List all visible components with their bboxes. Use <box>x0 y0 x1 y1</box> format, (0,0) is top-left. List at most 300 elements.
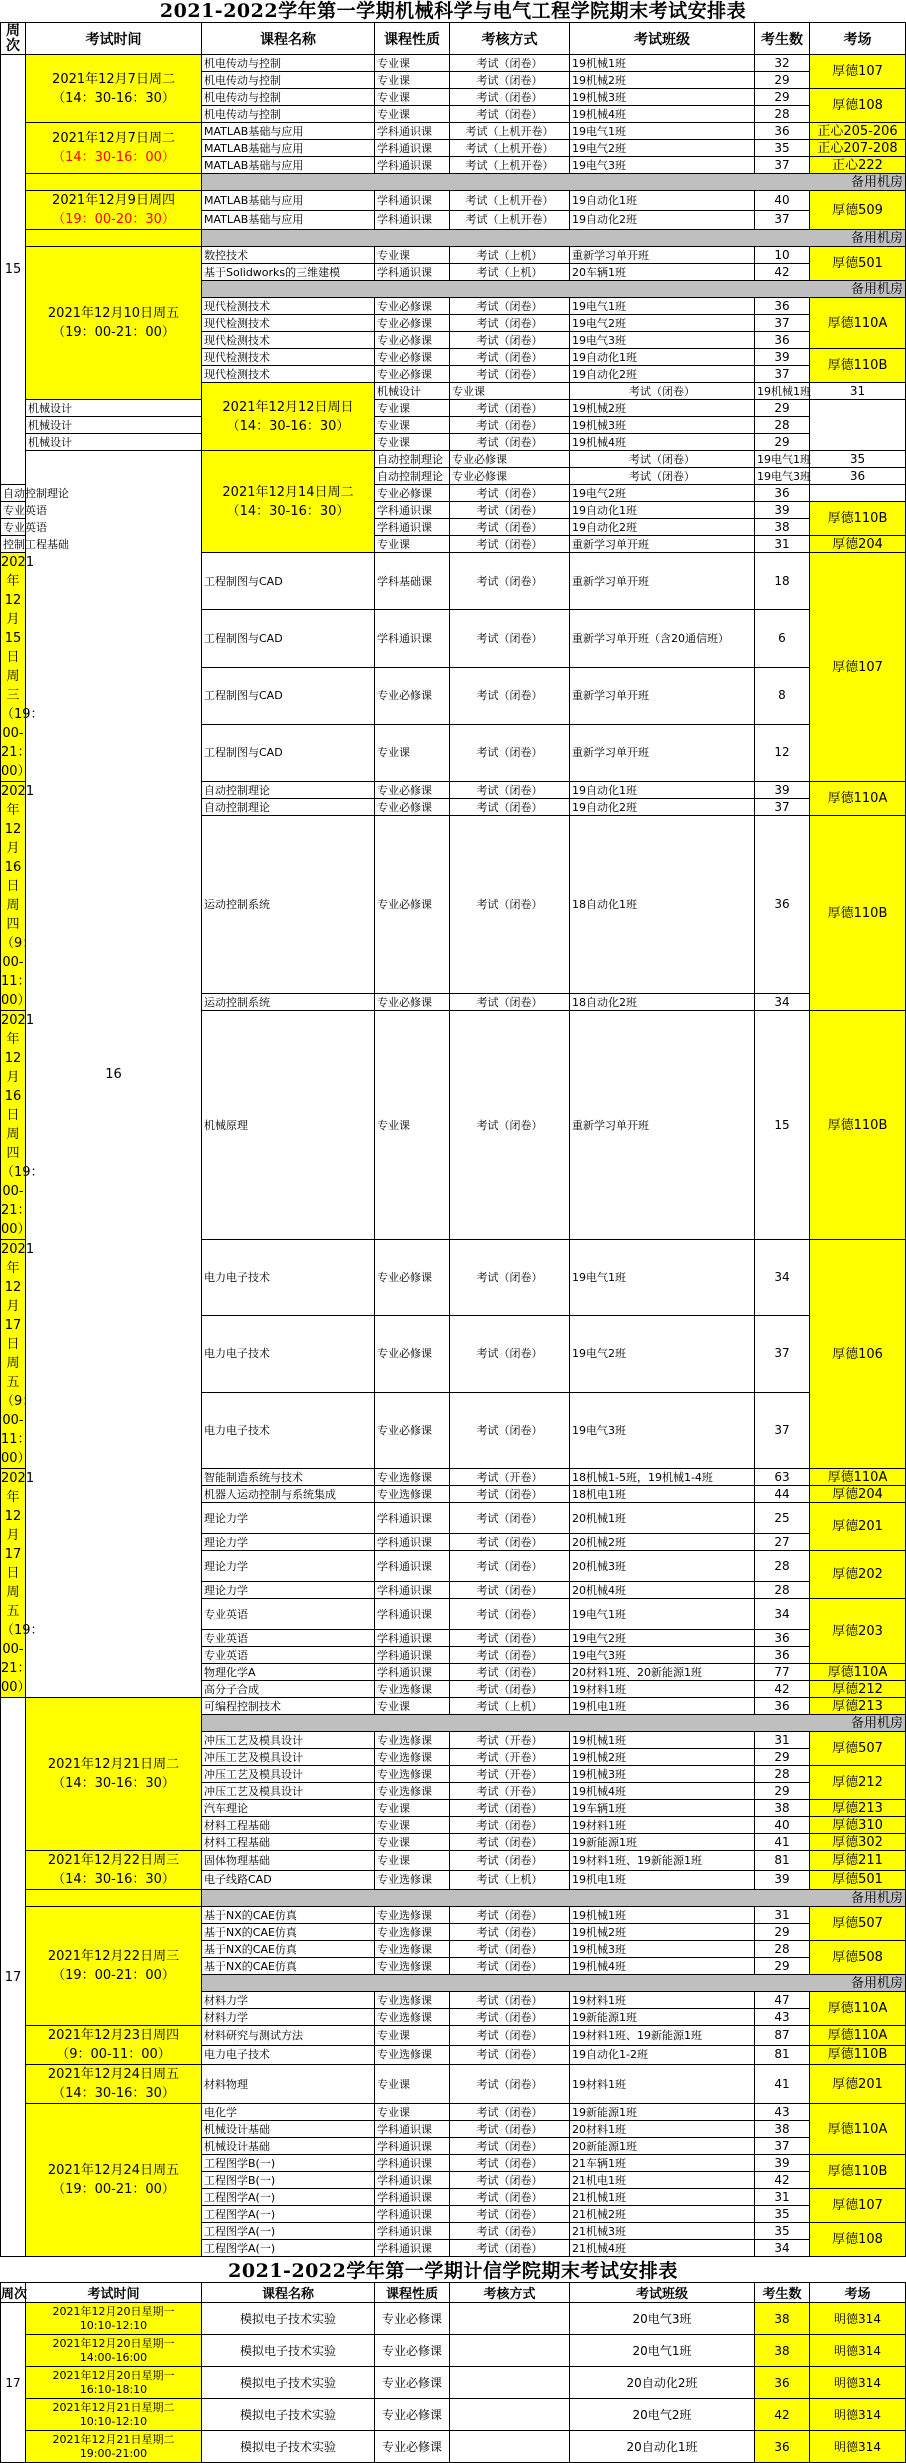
exam-room: 明德314 <box>810 2431 906 2463</box>
time-cell <box>26 2399 202 2431</box>
exam-class: 19电气2班 <box>570 140 755 157</box>
time-cell <box>202 383 375 451</box>
course-name: 电力电子技术 <box>202 1392 375 1468</box>
exam-class: 重新学习单开班 <box>570 553 755 610</box>
course-type: 学科通识课 <box>375 210 450 230</box>
student-count: 38 <box>755 2303 810 2335</box>
course-name: 现代检测技术 <box>202 349 375 366</box>
course-name: 机电传动与控制 <box>202 89 375 106</box>
exam-class: 19自动化1-2班 <box>570 2045 755 2065</box>
exam-method: 考试（闭卷） <box>450 1817 570 1834</box>
course-type: 学科通识课 <box>375 1599 450 1630</box>
student-count: 28 <box>755 1551 810 1582</box>
course-name: 机械设计 <box>375 383 450 400</box>
exam-class: 重新学习单开班 <box>570 667 755 724</box>
student-count: 37 <box>755 366 810 383</box>
course-type: 专业课 <box>450 383 570 400</box>
course-name: 电力电子技术 <box>202 1240 375 1316</box>
time-cell <box>26 2303 202 2335</box>
header-count: 考生数 <box>755 23 810 55</box>
exam-date: 2021年12月7日周二 <box>52 71 175 87</box>
student-count: 36 <box>755 1698 810 1715</box>
exam-method: 考试（闭卷） <box>570 451 755 468</box>
course-type: 专业必修课 <box>450 468 570 485</box>
exam-row <box>1 2026 906 2046</box>
course-name: 电力电子技术 <box>202 1316 375 1392</box>
course-type: 学科通识课 <box>375 2240 450 2257</box>
course-name: 机械设计基础 <box>202 2121 375 2138</box>
exam-date: 2021年12月22日周三 <box>47 1853 180 1868</box>
student-count: 81 <box>755 1851 810 1871</box>
student-count: 29 <box>755 1783 810 1800</box>
course-type: 学科通识课 <box>375 157 450 174</box>
course-type: 专业课 <box>375 1698 450 1715</box>
course-name: 模拟电子技术实验 <box>202 2335 375 2367</box>
course-name: 智能制造系统与技术 <box>202 1469 375 1486</box>
course-name: 模拟电子技术实验 <box>202 2399 375 2431</box>
exam-time: 10:10-12:10 <box>79 2318 148 2332</box>
course-type: 专业课 <box>375 1851 450 1871</box>
exam-class: 20自动化2班 <box>570 2367 755 2399</box>
exam-time: （19：00-21：00） <box>1 1623 44 1695</box>
course-name: 基于NX的CAE仿真 <box>202 1958 375 1975</box>
exam-method: 考试（闭卷） <box>450 332 570 349</box>
exam-method: 考试（闭卷） <box>450 1534 570 1551</box>
exam-method: 考试（闭卷） <box>450 1011 570 1240</box>
exam-method: 考试（开卷） <box>450 1732 570 1749</box>
exam-row <box>1 451 906 468</box>
course-name: 机械设计 <box>26 434 202 451</box>
exam-row <box>1 123 906 140</box>
exam-method: 考试（闭卷） <box>450 1551 570 1582</box>
exam-class: 21车辆1班 <box>570 2155 755 2172</box>
student-count: 36 <box>755 332 810 349</box>
exam-method: 考试（闭卷） <box>450 519 570 536</box>
course-name: 电子线路CAD <box>202 1870 375 1890</box>
exam-class: 19电气3班 <box>570 1392 755 1468</box>
exam-room: 正心205-206 <box>810 123 906 140</box>
exam-class: 19电气3班 <box>570 332 755 349</box>
exam-class: 19机械4班 <box>570 434 755 451</box>
student-count: 35 <box>810 451 906 468</box>
exam-date: 2021年12月17日周五 <box>1 1471 35 1619</box>
exam-method: 考试（闭卷） <box>450 667 570 724</box>
student-count: 34 <box>755 1599 810 1630</box>
exam-class: 19机械4班 <box>570 106 755 123</box>
exam-method: 考试（闭卷） <box>450 366 570 383</box>
student-count: 42 <box>755 2172 810 2189</box>
exam-room: 厚德501 <box>810 247 906 281</box>
exam-method: 考试（闭卷） <box>450 400 570 417</box>
exam-class: 19材料1班、19新能源1班 <box>570 2026 755 2046</box>
course-name: 专业英语 <box>202 1630 375 1647</box>
exam-time: （19：00-21：00） <box>52 1968 175 1983</box>
exam-method: 考试（闭卷） <box>450 2189 570 2206</box>
student-count: 29 <box>755 1924 810 1941</box>
exam-class: 重新学习单开班 <box>570 536 755 553</box>
exam-room: 厚德310 <box>810 1817 906 1834</box>
exam-row <box>1 1907 906 1924</box>
exam-row <box>1 417 906 434</box>
course-name: 机电传动与控制 <box>202 106 375 123</box>
exam-class: 19电气3班 <box>570 157 755 174</box>
course-name: MATLAB基础与应用 <box>202 140 375 157</box>
course-name: 自动控制理论 <box>202 782 375 799</box>
student-count: 41 <box>755 2065 810 2104</box>
exam-method: 考试（闭卷） <box>450 1907 570 1924</box>
student-count: 87 <box>755 2026 810 2046</box>
student-count: 29 <box>755 89 810 106</box>
exam-room: 厚德108 <box>810 2223 906 2257</box>
exam-method: 考试（上机开卷） <box>450 191 570 211</box>
student-count: 32 <box>755 55 810 72</box>
exam-class: 重新学习单开班 <box>570 1011 755 1240</box>
exam-method: 考试（闭卷） <box>450 2223 570 2240</box>
exam-time: （19：00-21：00） <box>1 707 44 779</box>
exam-method: 考试（闭卷） <box>450 1582 570 1599</box>
course-name: 工程图学A(一) <box>202 2240 375 2257</box>
exam-method: 考试（闭卷） <box>450 89 570 106</box>
exam-method: 考试（闭卷） <box>450 434 570 451</box>
exam-time: 10:10-12:10 <box>79 2414 148 2428</box>
exam-method: 考试（闭卷） <box>450 55 570 72</box>
exam-class: 19自动化2班 <box>570 799 755 816</box>
time-cell <box>26 2367 202 2399</box>
course-name: 基于NX的CAE仿真 <box>202 1924 375 1941</box>
exam-class: 19材料1班 <box>570 1681 755 1698</box>
student-count: 31 <box>755 536 810 553</box>
exam-class: 20机械3班 <box>570 1551 755 1582</box>
course-name: 模拟电子技术实验 <box>202 2431 375 2463</box>
student-count: 39 <box>755 1870 810 1890</box>
exam-row <box>1 55 906 72</box>
course-name: 现代检测技术 <box>202 315 375 332</box>
exam-row <box>1 2431 906 2463</box>
exam-class: 18机电1班 <box>570 1486 755 1503</box>
course-type: 专业选修课 <box>375 1941 450 1958</box>
exam-date: 2021年12月16日周四 <box>1 784 35 932</box>
exam-method: 考试（闭卷） <box>450 2026 570 2046</box>
exam-class: 19新能源1班 <box>570 2104 755 2121</box>
exam-row <box>1 2104 906 2121</box>
course-type: 专业选修课 <box>375 1783 450 1800</box>
exam-time: （14：30-16：30） <box>226 418 350 434</box>
exam-time: 14:00-16:00 <box>79 2350 148 2364</box>
exam-method: 考试（上机开卷） <box>450 157 570 174</box>
exam-method: 考试（闭卷） <box>450 2121 570 2138</box>
exam-room: 厚德110A <box>810 782 906 816</box>
course-type: 专业必修课 <box>375 1392 450 1468</box>
exam-room: 厚德110B <box>810 349 906 383</box>
exam-date: 2021年12月21日星期二 <box>52 2432 175 2446</box>
exam-class: 18自动化2班 <box>570 994 755 1011</box>
header-week: 周次 <box>1 23 26 55</box>
course-name: 工程制图与CAD <box>202 667 375 724</box>
exam-class: 18机械1-5班，19机械1-4班 <box>570 1469 755 1486</box>
exam-class: 19电气2班 <box>570 1630 755 1647</box>
student-count: 34 <box>755 994 810 1011</box>
course-name: 机电传动与控制 <box>202 55 375 72</box>
course-type: 专业课 <box>375 400 450 417</box>
course-name: 高分子合成 <box>202 1681 375 1698</box>
student-count: 29 <box>755 1749 810 1766</box>
student-count: 36 <box>755 2367 810 2399</box>
time-cell <box>26 123 202 174</box>
exam-method: 考试（闭卷） <box>450 994 570 1011</box>
exam-room: 正心207-208 <box>810 140 906 157</box>
course-type: 学科通识课 <box>375 191 450 211</box>
student-count: 39 <box>755 349 810 366</box>
course-name: MATLAB基础与应用 <box>202 191 375 211</box>
course-name: 工程图学A(一) <box>202 2223 375 2240</box>
exam-date: 2021年12月24日周五 <box>47 2067 180 2082</box>
header-method: 考核方式 <box>450 2283 570 2303</box>
course-type: 专业必修课 <box>375 782 450 799</box>
course-type: 专业选修课 <box>375 1749 450 1766</box>
student-count: 37 <box>755 1316 810 1392</box>
exam-room: 厚德110B <box>810 1011 906 1240</box>
exam-class: 20材料1班 <box>570 2121 755 2138</box>
exam-room: 厚德110A <box>810 1664 906 1681</box>
header-room: 考场 <box>810 2283 906 2303</box>
course-name: 材料研究与测试方法 <box>202 2026 375 2046</box>
exam-room: 厚德509 <box>810 191 906 230</box>
course-type: 专业课 <box>375 72 450 89</box>
exam-date: 2021年12月16日周四 <box>1 1013 35 1161</box>
exam-time: （14：30-16：30） <box>226 503 350 519</box>
exam-class: 19自动化2班 <box>570 366 755 383</box>
course-name: MATLAB基础与应用 <box>202 157 375 174</box>
exam-method: 考试（闭卷） <box>450 1240 570 1316</box>
exam-method: 考试（闭卷） <box>450 1800 570 1817</box>
student-count: 40 <box>755 1817 810 1834</box>
student-count: 42 <box>755 1681 810 1698</box>
exam-class: 19电气1班 <box>570 1599 755 1630</box>
course-name: 材料力学 <box>202 2009 375 2026</box>
exam-room: 厚德107 <box>810 553 906 782</box>
exam-time: （19：00-20：30） <box>52 212 175 227</box>
time-cell <box>26 2335 202 2367</box>
course-name: 固体物理基础 <box>202 1851 375 1871</box>
exam-class: 19材料1班 <box>570 1992 755 2009</box>
exam-method: 考试（闭卷） <box>450 1924 570 1941</box>
table1-title: 2021-2022学年第一学期机械科学与电气工程学院期末考试安排表 <box>159 0 747 22</box>
exam-method: 考试（上机） <box>450 1698 570 1715</box>
spare-room-row <box>1 174 906 191</box>
spare-room-label: 备用机房 <box>202 281 906 298</box>
exam-room: 厚德110A <box>810 298 906 349</box>
student-count: 28 <box>755 106 810 123</box>
exam-class: 21机械4班 <box>570 2240 755 2257</box>
course-name: 机械设计 <box>26 400 202 417</box>
exam-method: 考试（闭卷） <box>450 782 570 799</box>
student-count: 34 <box>755 2240 810 2257</box>
exam-room: 厚德108 <box>810 89 906 123</box>
exam-time: （14：30-16：30） <box>52 90 175 106</box>
student-count: 31 <box>755 2189 810 2206</box>
course-type: 专业课 <box>375 1817 450 1834</box>
exam-date: 2021年12月23日周四 <box>47 2028 180 2043</box>
course-type: 专业必修课 <box>375 2303 450 2335</box>
exam-room: 明德314 <box>810 2335 906 2367</box>
course-type: 专业课 <box>375 247 450 264</box>
exam-method: 考试（开卷） <box>450 1766 570 1783</box>
exam-room: 厚德110B <box>810 816 906 1011</box>
student-count: 43 <box>755 2104 810 2121</box>
course-name: 可编程控制技术 <box>202 1698 375 1715</box>
exam-class: 19机电1班 <box>570 1698 755 1715</box>
header-week: 周次 <box>1 2283 26 2303</box>
course-name: MATLAB基础与应用 <box>202 210 375 230</box>
course-name: 机械设计 <box>26 417 202 434</box>
exam-class: 19电气1班 <box>570 298 755 315</box>
student-count: 43 <box>755 2009 810 2026</box>
exam-class: 19电气2班 <box>570 315 755 332</box>
exam-room: 厚德213 <box>810 1698 906 1715</box>
course-type: 专业必修课 <box>375 349 450 366</box>
exam-row <box>1 2065 906 2104</box>
exam-method: 考试（闭卷） <box>450 1599 570 1630</box>
exam-class: 19材料1班 <box>570 1817 755 1834</box>
course-type: 学科通识课 <box>375 2121 450 2138</box>
exam-method <box>450 2399 570 2431</box>
time-cell <box>26 1698 202 1851</box>
exam-method: 考试（闭卷） <box>450 485 570 502</box>
header-class: 考试班级 <box>570 23 755 55</box>
exam-time: （19：00-21：00） <box>52 325 175 340</box>
exam-class: 19机械2班 <box>570 72 755 89</box>
exam-room: 厚德204 <box>810 536 906 553</box>
time-cell <box>1 1240 36 1469</box>
student-count: 29 <box>755 72 810 89</box>
exam-method: 考试（上机开卷） <box>450 123 570 140</box>
course-type: 专业必修课 <box>375 315 450 332</box>
student-count: 77 <box>755 1664 810 1681</box>
exam-room: 厚德508 <box>810 1941 906 1975</box>
table1-header-row <box>1 23 906 55</box>
exam-table-computing <box>0 2282 906 2463</box>
course-name: 机器人运动控制与系统集成 <box>202 1486 375 1503</box>
exam-room: 厚德106 <box>810 1240 906 1469</box>
course-type: 学科通识课 <box>375 610 450 667</box>
exam-method: 考试（闭卷） <box>450 502 570 519</box>
exam-method: 考试（闭卷） <box>450 553 570 610</box>
exam-method: 考试（闭卷） <box>450 417 570 434</box>
time-cell <box>26 2104 202 2257</box>
course-name: 运动控制系统 <box>202 816 375 994</box>
exam-method: 考试（闭卷） <box>450 2206 570 2223</box>
exam-class: 19自动化1班 <box>570 502 755 519</box>
course-name: 理论力学 <box>202 1503 375 1534</box>
header-course: 课程名称 <box>202 23 375 55</box>
header-time: 考试时间 <box>26 23 202 55</box>
exam-method: 考试（闭卷） <box>450 1503 570 1534</box>
exam-class: 19电气1班 <box>755 451 810 468</box>
exam-method: 考试（闭卷） <box>570 468 755 485</box>
course-type: 学科通识课 <box>375 123 450 140</box>
course-name: 冲压工艺及模具设计 <box>202 1749 375 1766</box>
exam-date: 2021年12月9日周四 <box>52 193 175 208</box>
time-cell <box>202 451 375 553</box>
course-type: 专业必修课 <box>375 1240 450 1316</box>
exam-room: 厚德110A <box>810 1469 906 1486</box>
exam-class: 19机械2班 <box>570 400 755 417</box>
course-type: 专业必修课 <box>375 366 450 383</box>
student-count: 39 <box>755 782 810 799</box>
course-type: 学科通识课 <box>375 1534 450 1551</box>
course-name: 现代检测技术 <box>202 298 375 315</box>
student-count: 81 <box>755 2045 810 2065</box>
exam-method: 考试（闭卷） <box>450 298 570 315</box>
time-cell <box>26 55 202 123</box>
course-type: 专业必修课 <box>375 816 450 994</box>
exam-method: 考试（闭卷） <box>450 1647 570 1664</box>
student-count: 41 <box>755 1834 810 1851</box>
time-cell <box>26 1851 202 1890</box>
course-type: 专业选修课 <box>375 1870 450 1890</box>
course-type: 专业必修课 <box>375 2399 450 2431</box>
course-type: 专业课 <box>375 1834 450 1851</box>
header-type: 课程性质 <box>375 23 450 55</box>
course-name: 数控技术 <box>202 247 375 264</box>
student-count: 28 <box>755 1941 810 1958</box>
course-type: 学科通识课 <box>375 1551 450 1582</box>
course-name: 冲压工艺及模具设计 <box>202 1766 375 1783</box>
exam-class: 19新能源1班 <box>570 2009 755 2026</box>
student-count: 35 <box>755 2206 810 2223</box>
exam-class: 19电气1班 <box>570 123 755 140</box>
exam-class: 20车辆1班 <box>570 264 755 281</box>
header-room: 考场 <box>810 23 906 55</box>
exam-class: 20新能源1班 <box>570 2138 755 2155</box>
week-cell: 15 <box>1 55 26 485</box>
student-count: 36 <box>755 1630 810 1647</box>
header-class: 考试班级 <box>570 2283 755 2303</box>
student-count: 27 <box>755 1534 810 1551</box>
exam-class: 19机电1班 <box>570 1870 755 1890</box>
exam-class: 19机械2班 <box>570 1749 755 1766</box>
exam-method: 考试（闭卷） <box>450 2065 570 2104</box>
course-type: 专业选修课 <box>375 1924 450 1941</box>
student-count: 40 <box>755 191 810 211</box>
exam-class: 19自动化1班 <box>570 349 755 366</box>
student-count: 15 <box>755 1011 810 1240</box>
student-count: 31 <box>755 1732 810 1749</box>
student-count: 29 <box>755 1958 810 1975</box>
course-name: 工程图学A(一) <box>202 2189 375 2206</box>
course-type: 专业课 <box>375 1800 450 1817</box>
course-type: 专业选修课 <box>375 1992 450 2009</box>
exam-row <box>1 247 906 264</box>
week-cell: 17 <box>1 2303 26 2463</box>
exam-method: 考试（闭卷） <box>450 1681 570 1698</box>
course-name: 冲压工艺及模具设计 <box>202 1783 375 1800</box>
exam-row <box>1 1698 906 1715</box>
course-type: 学科通识课 <box>375 2223 450 2240</box>
course-type: 专业课 <box>375 2065 450 2104</box>
exam-method: 考试（闭卷） <box>450 1630 570 1647</box>
course-name: 基于Solidworks的三维建模 <box>202 264 375 281</box>
student-count: 36 <box>755 123 810 140</box>
course-type: 专业选修课 <box>375 2045 450 2065</box>
exam-class: 20自动化1班 <box>570 2431 755 2463</box>
course-type: 专业必修课 <box>375 667 450 724</box>
course-type: 学科通识课 <box>375 2206 450 2223</box>
student-count: 10 <box>755 247 810 264</box>
exam-class: 19电气3班 <box>570 1647 755 1664</box>
spare-room-label: 备用机房 <box>202 1715 906 1732</box>
exam-date: 2021年12月10日周五 <box>47 306 180 321</box>
